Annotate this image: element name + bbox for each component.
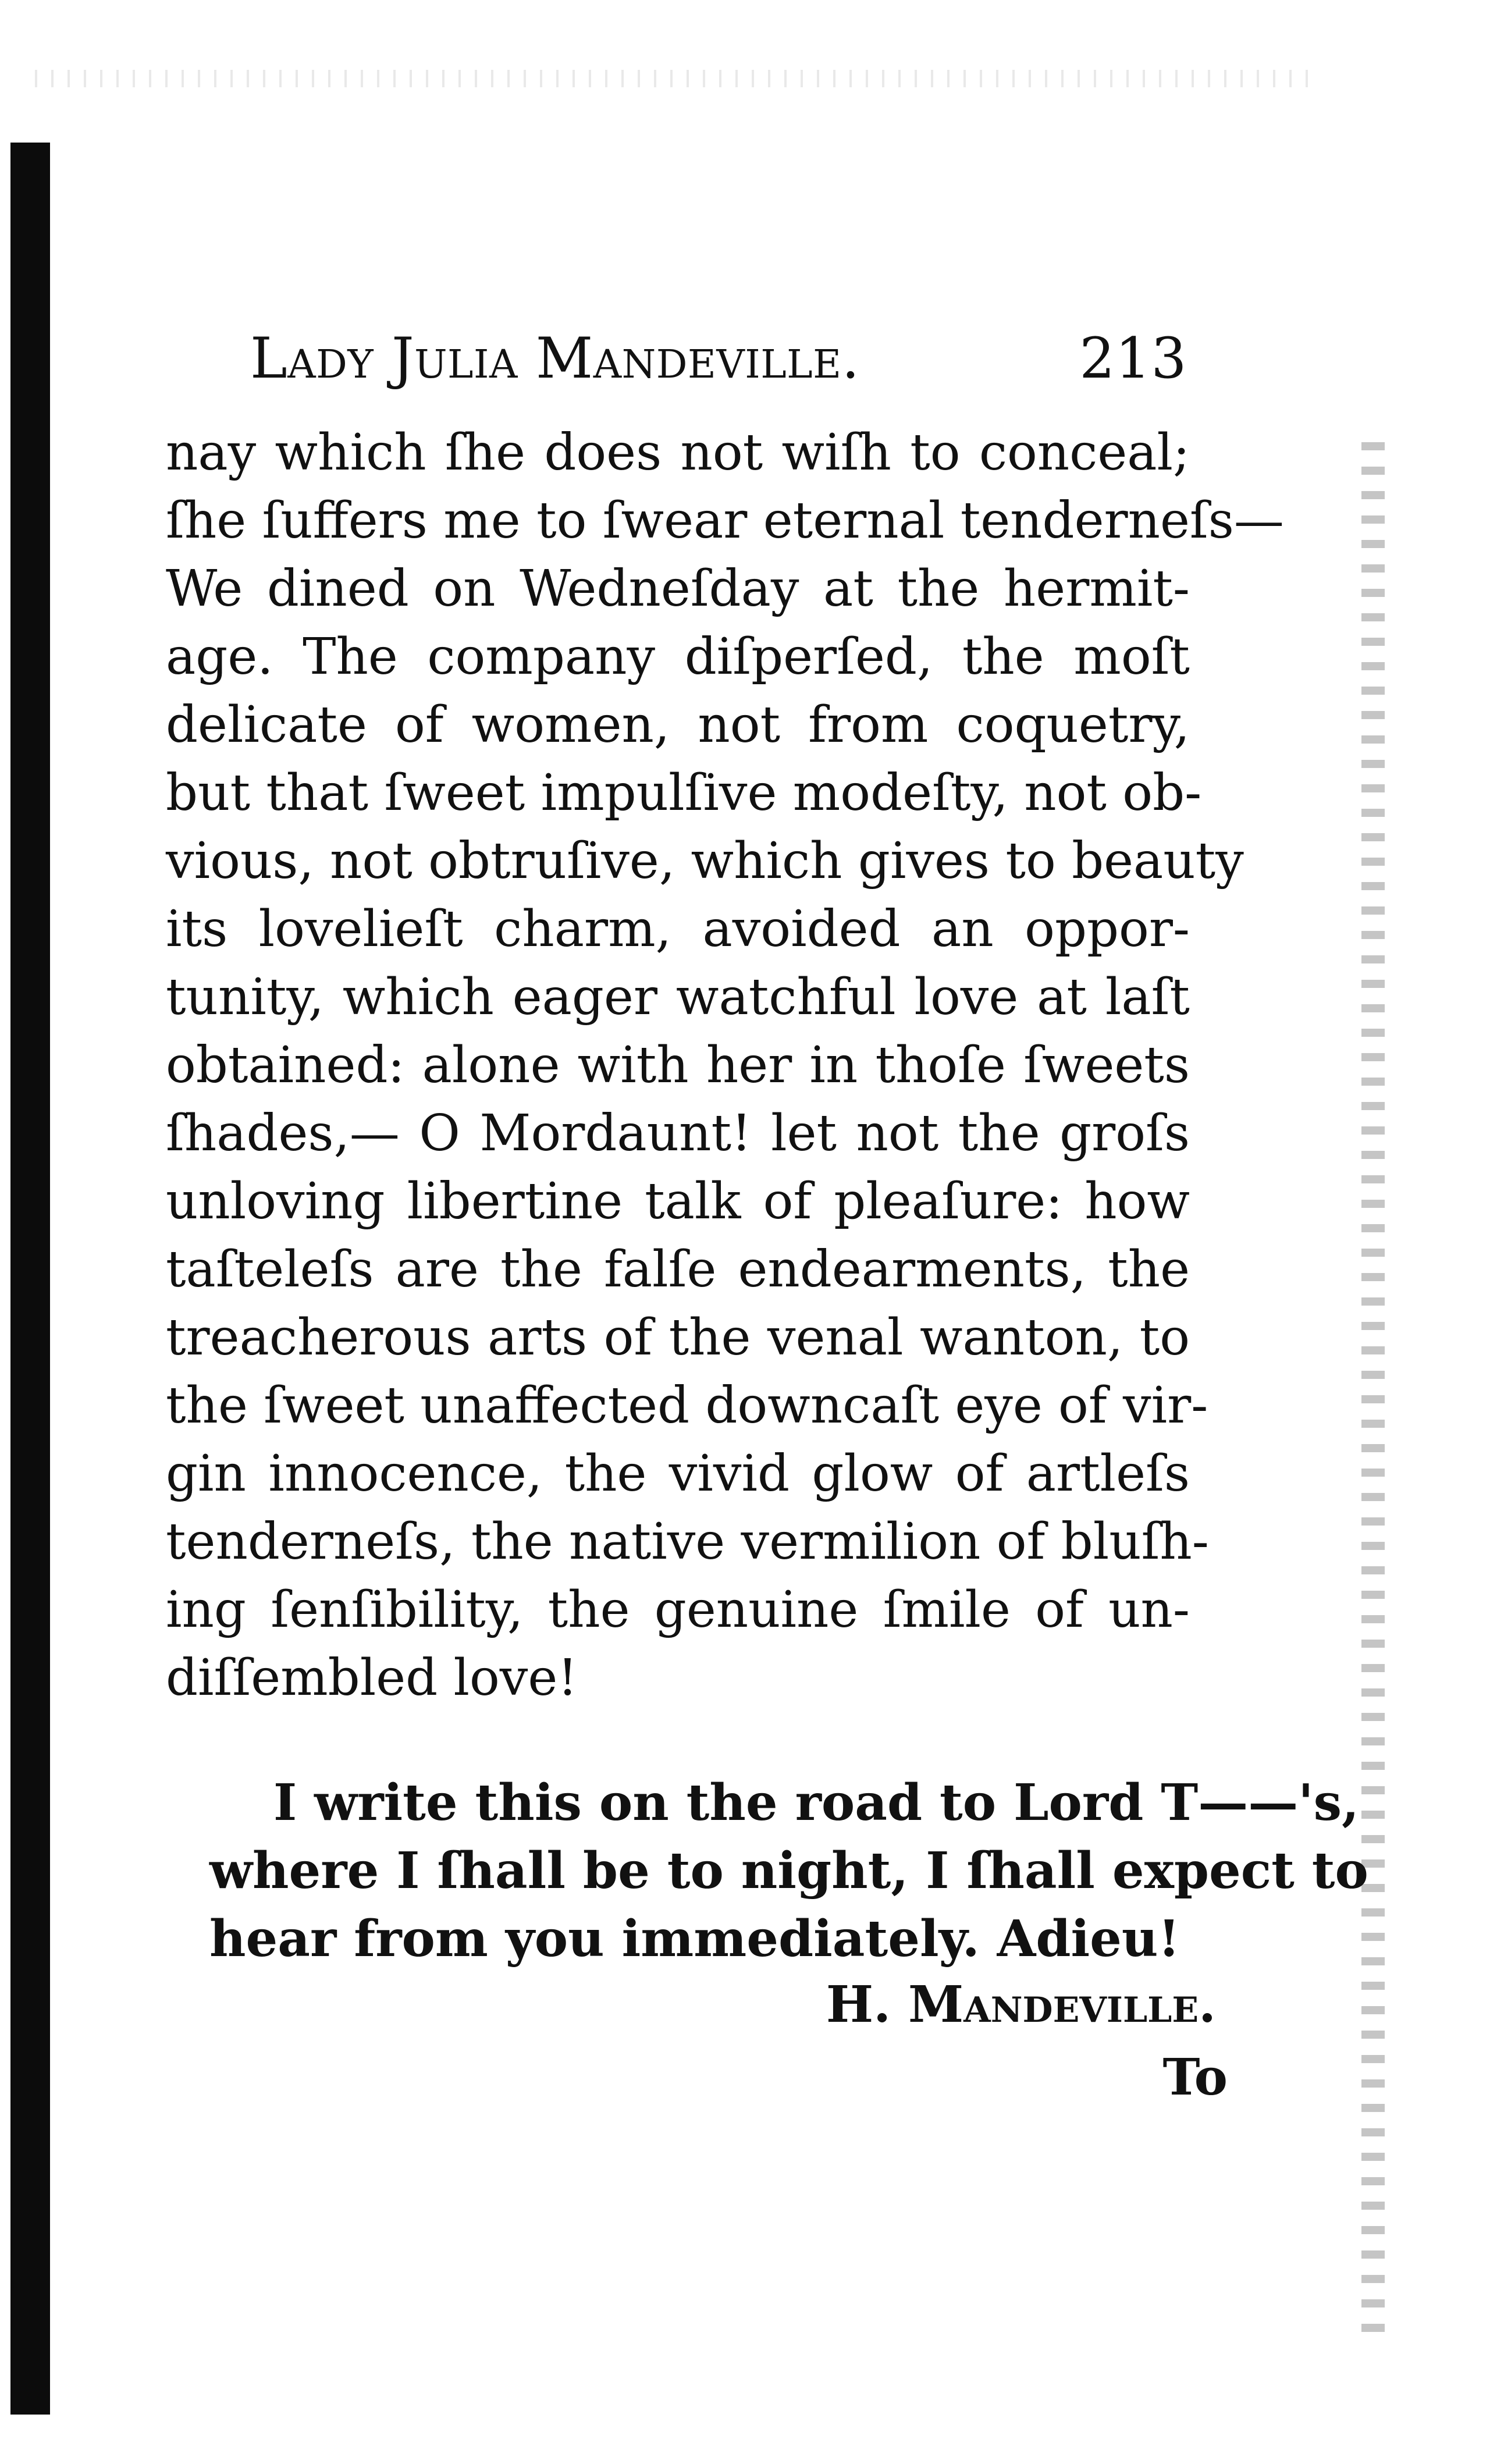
scan-top-noise [35,70,1315,87]
signature: H. Mandeville. [826,1975,1216,2034]
body-line: nay which ſhe does not wiſh to conceal; [166,424,1190,482]
postscript-line: hear from you immediately. Adieu! [209,1910,1180,1968]
body-line: its lovelieſt charm, avoided an oppor- [166,900,1190,958]
body-line: the ſweet unaffected downcaſt eye of vir- [166,1377,1208,1435]
running-title: Lady Julia Mandeville. [250,326,860,391]
body-line: tunity, which eager watchful love at laſt [166,968,1190,1026]
body-line: ing ſenſibility, the genuine ſmile of un- [166,1581,1190,1639]
body-line: ſhades,— O Mordaunt! let not the groſs [166,1104,1190,1162]
catchword: To [1162,2048,1228,2107]
body-line: ſhe ſuffers me to ſwear eternal tenderneſs— [166,492,1284,550]
postscript [209,1769,1368,1973]
page-number: 213 [1079,326,1187,391]
body-line: diſſembled love! [166,1649,578,1707]
body-line: vious, not obtruſive, which gives to beauty [166,832,1244,890]
body-line: taſteleſs are the falſe endearments, the [166,1240,1190,1299]
running-head [250,326,1187,396]
scan-right-specks [1361,442,1385,2339]
scan-left-edge [10,143,50,2415]
body-line: unloving libertine talk of pleaſure: how [166,1172,1190,1231]
body-line: age. The company diſperſed, the moſt [166,628,1190,686]
body-line: but that ſweet impulſive modeſty, not ob- [166,764,1202,822]
body-line: tenderneſs, the native vermilion of bluſh- [166,1513,1209,1571]
postscript-line: I write this on the road to Lord T——'s, [273,1773,1359,1832]
postscript-line: where I ſhall be to night, I ſhall expect to [209,1841,1368,1900]
body-line: treacherous arts of the venal wanton, to [166,1309,1190,1367]
body-line: We dined on Wedneſday at the hermit- [166,560,1190,618]
body-line: gin innocence, the vivid glow of artleſs [166,1445,1190,1503]
body-line: obtained: alone with her in thoſe ſweets [166,1036,1190,1094]
letter-body [166,419,1284,1712]
body-line: delicate of women, not from coquetry, [166,696,1190,754]
